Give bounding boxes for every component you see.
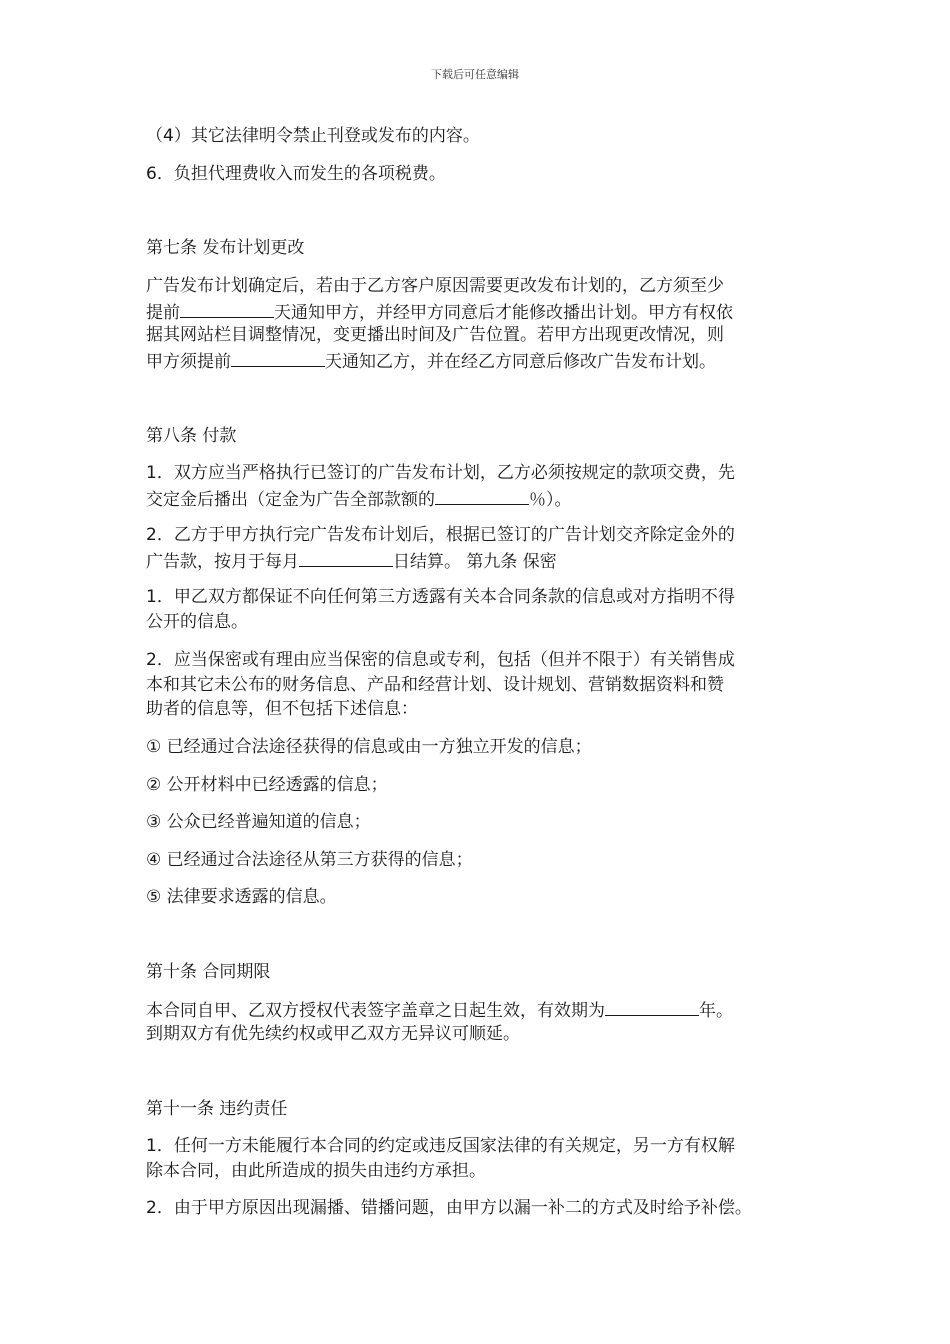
- paragraph-line: 2．由于甲方原因出现漏播、错播问题，由甲方以漏一补二的方式及时给予补偿。: [146, 1198, 752, 1218]
- section-heading-7: 第七条 发布计划更改: [146, 238, 305, 258]
- text-fragment: 甲方须提前: [146, 352, 231, 372]
- paragraph-line: 2．应当保密或有理由应当保密的信息或专利，包括（但并不限于）有关销售成: [146, 650, 735, 670]
- paragraph-line: 广告发布计划确定后，若由于乙方客户原因需要更改发布计划的，乙方须至少: [146, 276, 724, 296]
- text-fragment: 本合同自甲、乙双方授权代表签字盖章之日起生效，有效期为: [146, 1001, 605, 1021]
- paragraph-line: [146, 548, 557, 574]
- fill-blank[interactable]: [180, 299, 274, 318]
- paragraph-line: 2．乙方于甲方执行完广告发布计划后，根据已签订的广告计划交齐除定金外的: [146, 525, 735, 545]
- paragraph-line: 到期双方有优先续约权或甲乙双方无异议可顺延。: [146, 1024, 520, 1044]
- section-heading-10: 第十条 合同期限: [146, 962, 271, 982]
- text-fragment: 年。: [699, 1001, 733, 1021]
- fill-blank[interactable]: [435, 486, 529, 505]
- paragraph-line: [146, 299, 733, 325]
- paragraph-line: 据其网站栏目调整情况，变更播出时间及广告位置。若甲方出现更改情况，则: [146, 325, 724, 345]
- section-heading-8: 第八条 付款: [146, 426, 237, 446]
- text-fragment: 日结算。 第九条 保密: [393, 552, 557, 572]
- paragraph-line: [146, 348, 716, 374]
- paragraph-line: 除本合同，由此所造成的损失由违约方承担。: [146, 1161, 486, 1181]
- paragraph-line: [146, 997, 733, 1023]
- text-fragment: 广告款，按月于每月: [146, 552, 299, 572]
- list-item: ③ 公众已经普遍知道的信息；: [146, 812, 371, 832]
- paragraph-line: 公开的信息。: [146, 612, 248, 632]
- paragraph-line: 本和其它未公布的财务信息、产品和经营计划、设计规划、营销数据资料和赞: [146, 675, 724, 695]
- paragraph-line: 1．任何一方未能履行本合同的约定或违反国家法律的有关规定，另一方有权解: [146, 1136, 735, 1156]
- page-header: 下载后可任意编辑: [431, 68, 519, 81]
- fill-blank[interactable]: [605, 997, 699, 1016]
- section-heading-11: 第十一条 违约责任: [146, 1099, 288, 1119]
- clause-item: （4）其它法律明令禁止刊登或发布的内容。: [146, 126, 480, 146]
- paragraph-line: 助者的信息等，但不包括下述信息：: [146, 699, 418, 719]
- fill-blank[interactable]: [299, 548, 393, 567]
- list-item: ④ 已经通过合法途径从第三方获得的信息；: [146, 850, 473, 870]
- paragraph-line: 1．甲乙双方都保证不向任何第三方透露有关本合同条款的信息或对方指明不得: [146, 587, 735, 607]
- text-fragment: ％）。: [529, 490, 572, 510]
- paragraph-line: 1．双方应当严格执行已签订的广告发布计划，乙方必须按规定的款项交费，先: [146, 463, 735, 483]
- text-fragment: 提前: [146, 303, 180, 323]
- fill-blank[interactable]: [231, 348, 325, 367]
- text-fragment: 天通知甲方，并经甲方同意后才能修改播出计划。甲方有权依: [274, 303, 733, 323]
- list-item: ① 已经通过合法途径获得的信息或由一方独立开发的信息；: [146, 737, 592, 757]
- clause-item: 6．负担代理费收入而发生的各项税费。: [146, 164, 446, 184]
- list-item: ⑤ 法律要求透露的信息。: [146, 887, 337, 907]
- paragraph-line: [146, 486, 572, 512]
- text-fragment: 天通知乙方，并在经乙方同意后修改广告发布计划。: [325, 352, 716, 372]
- list-item: ② 公开材料中已经透露的信息；: [146, 775, 388, 795]
- text-fragment: 交定金后播出（定金为广告全部款额的: [146, 490, 435, 510]
